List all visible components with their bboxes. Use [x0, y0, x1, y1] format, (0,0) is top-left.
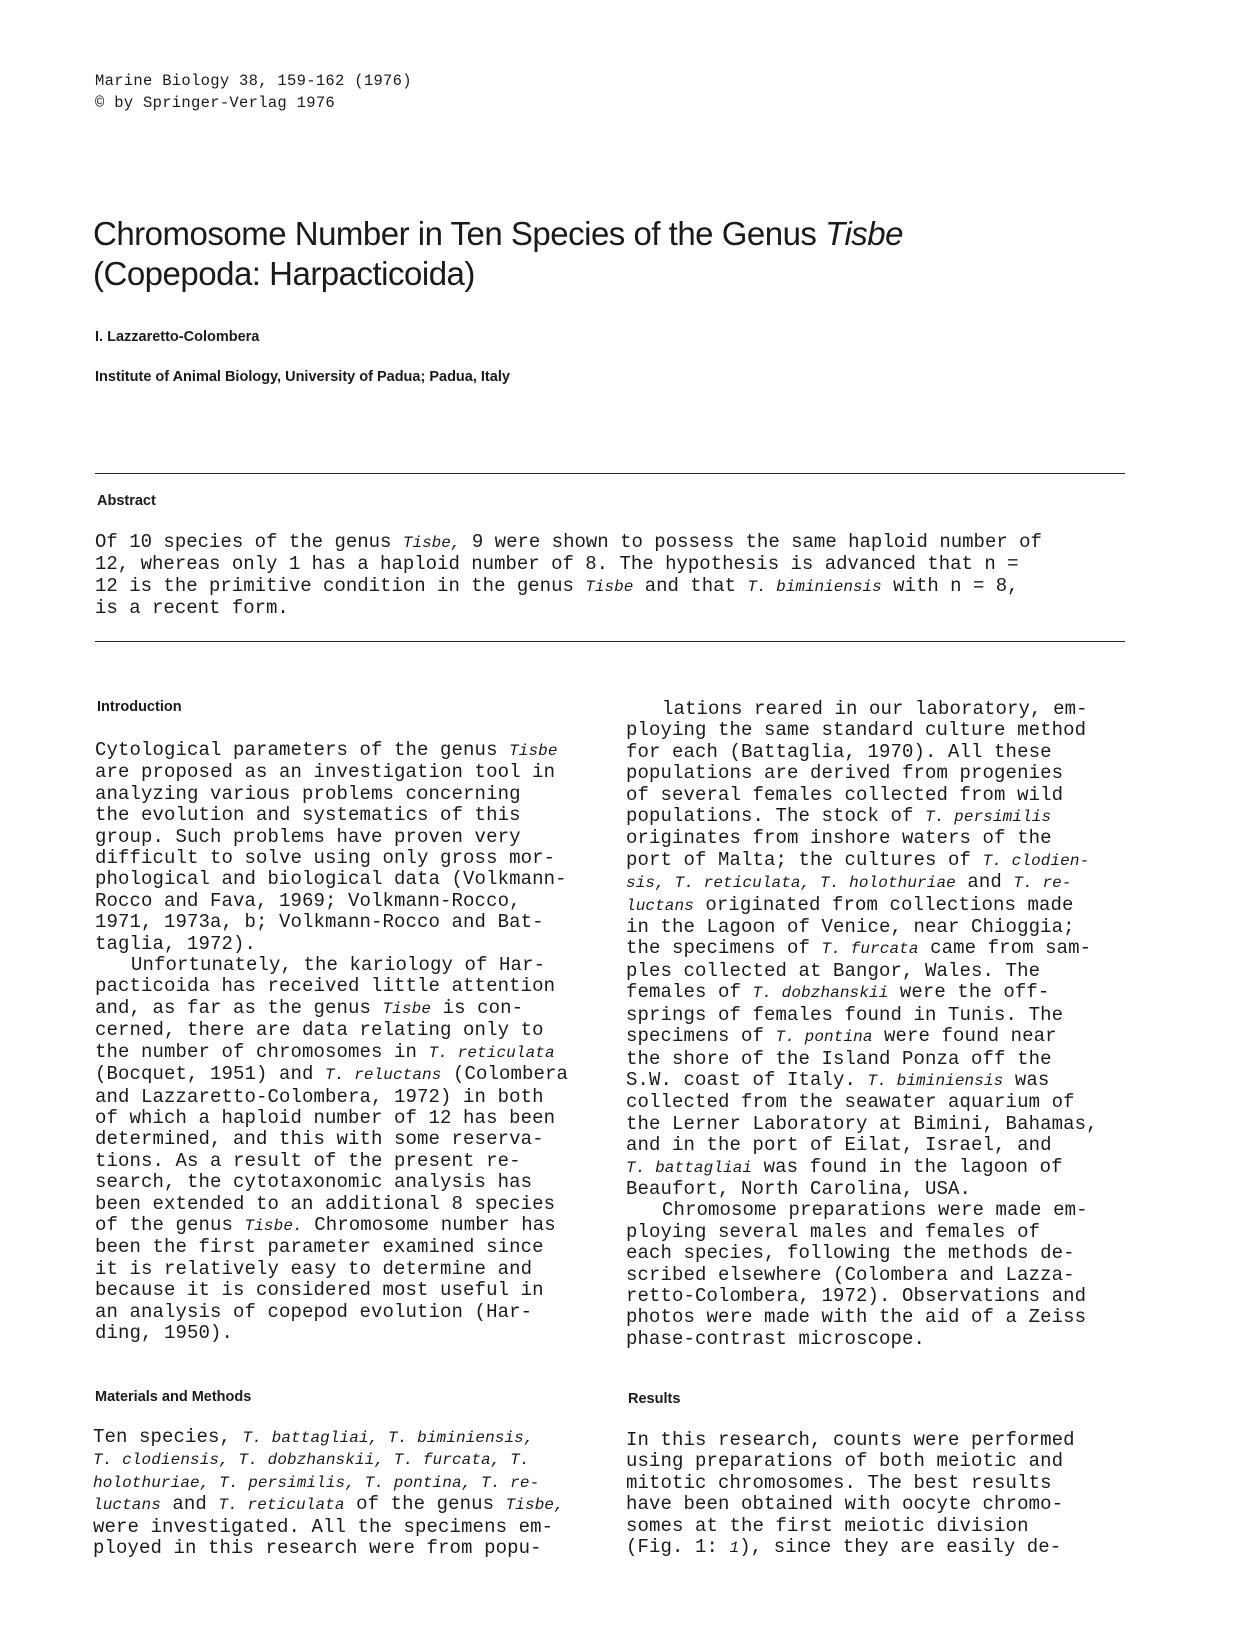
text-line: been the first parameter examined since [95, 1236, 544, 1259]
text-line: of which a haploid number of 12 has been [95, 1106, 556, 1129]
text-line: mitotic chromosomes. The best results [626, 1471, 1052, 1494]
author: I. Lazzaretto-Colombera [95, 329, 260, 345]
text-line: an analysis of copepod evolution (Har- [95, 1300, 533, 1323]
text-line: collected from the seawater aquarium of [626, 1091, 1075, 1114]
text-line: (Fig. 1: 1), since they are easily de- [626, 1536, 1062, 1559]
journal-citation: Marine Biology 38, 159-162 (1976) [95, 72, 412, 90]
text-line: analyzing various problems concerning [95, 782, 521, 805]
divider-top [95, 473, 1125, 474]
text-line: and in the port of Eilat, Israel, and [626, 1134, 1052, 1157]
title-line-2: (Copepoda: Harpacticoida) [93, 255, 475, 292]
text-line: Rocco and Fava, 1969; Volkmann-Rocco, [95, 889, 521, 912]
text-line: the specimens of T. furcata came from sam- [626, 937, 1092, 960]
copyright-line: © by Springer-Verlag 1976 [95, 94, 336, 112]
text-line: Beaufort, North Carolina, USA. [626, 1177, 972, 1200]
title-genus: Tisbe [825, 215, 904, 252]
text-line: springs of females found in Tunis. The [626, 1003, 1064, 1026]
affiliation: Institute of Animal Biology, University of Padua; Padua, Italy [95, 369, 510, 385]
methods-body [93, 1427, 564, 1559]
text-line: cerned, there are data relating only to [95, 1019, 544, 1042]
results-body [626, 1430, 1075, 1559]
text-line: females of T. dobzhanskii were the off- [626, 981, 1050, 1004]
text-line: specimens of T. pontina were found near [626, 1025, 1057, 1048]
text-line: somes at the first meiotic division [626, 1514, 1029, 1537]
text-line: populations are derived from progenies [626, 762, 1064, 785]
text-line: and Lazzaretto-Colombera, 1972) in both [95, 1085, 544, 1108]
text-line: of several females collected from wild [626, 783, 1064, 806]
text-line: been extended to an additional 8 species [95, 1192, 556, 1215]
results-heading: Results [628, 1391, 681, 1407]
text-line: sis, T. reticulata, T. holothuriae and T. re- [626, 871, 1072, 894]
text-line: are proposed as an investigation tool in [95, 761, 556, 784]
text-line: of the genus Tisbe. Chromosome number has [95, 1213, 556, 1236]
text-line: In this research, counts were performed [626, 1429, 1075, 1451]
text-line: taglia, 1972). [95, 932, 257, 955]
title-line-1 [93, 214, 903, 254]
text-line: for each (Battaglia, 1970). All these [626, 740, 1052, 763]
text-line: each species, following the methods de- [626, 1242, 1075, 1265]
text-line: ploying several males and females of [626, 1220, 1041, 1243]
text-line: luctans and T. reticulata of the genus Tisbe, [93, 1493, 564, 1516]
introduction-heading: Introduction [97, 699, 182, 715]
text-line: ploying the same standard culture method [626, 719, 1087, 742]
text-line: populations. The stock of T. persimilis [626, 805, 1052, 828]
text-line: Ten species, T. battagliai, T. biminiensis, [93, 1426, 534, 1448]
abstract-line: 12, whereas only 1 has a haploid number of 8. The hypothesis is advanced that n = [95, 553, 1019, 576]
abstract-body [95, 532, 1042, 620]
abstract-line: Of 10 species of the genus Tisbe, 9 were shown to possess the same haploid number of [95, 531, 1042, 553]
divider-bottom [95, 641, 1125, 642]
text-line: the shore of the Island Ponza off the [626, 1047, 1052, 1070]
text-line: originates from inshore waters of the [626, 827, 1052, 850]
text-line: using preparations of both meiotic and [626, 1450, 1064, 1473]
text-line: phological and biological data (Volkmann- [95, 868, 567, 891]
text-line: retto-Colombera, 1972). Observations and [626, 1284, 1087, 1307]
right-column-body [626, 699, 1098, 1350]
text-line: lations reared in our laboratory, em- [662, 698, 1088, 720]
text-line: the number of chromosomes in T. reticulata [95, 1040, 555, 1063]
text-line: it is relatively easy to determine and [95, 1257, 533, 1280]
text-line: luctans originated from collections made [626, 893, 1074, 916]
text-line: T. clodiensis, T. dobzhanskii, T. furcata, T. [93, 1451, 530, 1470]
introduction-body [95, 740, 568, 1344]
text-line: S.W. coast of Italy. T. biminiensis was [626, 1068, 1050, 1091]
paper-title [93, 214, 903, 294]
methods-heading: Materials and Methods [95, 1389, 252, 1405]
text-line: port of Malta; the cultures of T. clodien- [626, 848, 1090, 871]
text-line: scribed elsewhere (Colombera and Lazza- [626, 1263, 1075, 1286]
text-line: Unfortunately, the kariology of Har- [131, 954, 546, 977]
text-line: because it is considered most useful in [95, 1279, 544, 1302]
text-line: search, the cytotaxonomic analysis has [95, 1171, 533, 1194]
text-line: pacticoida has received little attention [95, 975, 556, 998]
abstract-line: is a recent form. [95, 597, 289, 620]
text-line: ding, 1950). [95, 1321, 234, 1344]
text-line: Chromosome preparations were made em- [662, 1199, 1088, 1222]
text-line: (Bocquet, 1951) and T. reluctans (Colombera [95, 1063, 568, 1086]
abstract-line: 12 is the primitive condition in the genus Tisbe and that T. biminiensis with n = 8, [95, 574, 1019, 597]
title-text: Chromosome Number in Ten Species of the Genus [93, 215, 826, 252]
text-line: in the Lagoon of Venice, near Chioggia; [626, 916, 1075, 939]
text-line: difficult to solve using only gross mor- [95, 847, 556, 870]
text-line: have been obtained with oocyte chromo- [626, 1493, 1064, 1516]
text-line: ployed in this research were from popu- [93, 1537, 542, 1560]
text-line: phase-contrast microscope. [626, 1327, 926, 1350]
text-line: were investigated. All the specimens em- [93, 1515, 554, 1538]
text-line: 1971, 1973a, b; Volkmann-Rocco and Bat- [95, 911, 544, 934]
text-line: group. Such problems have proven very [95, 825, 521, 848]
abstract-heading: Abstract [97, 493, 156, 509]
text-line: holothuriae, T. persimilis, T. pontina, T. re- [93, 1473, 540, 1492]
text-line: tions. As a result of the present re- [95, 1149, 521, 1172]
text-line: determined, and this with some reserva- [95, 1128, 544, 1151]
text-line: the evolution and systematics of this [95, 804, 521, 827]
text-line: ples collected at Bangor, Wales. The [626, 959, 1041, 982]
text-line: Cytological parameters of the genus Tisbe [95, 739, 558, 761]
text-line: and, as far as the genus Tisbe is con- [95, 996, 524, 1019]
text-line: the Lerner Laboratory at Bimini, Bahamas, [626, 1112, 1098, 1135]
text-line: photos were made with the aid of a Zeiss [626, 1306, 1087, 1329]
text-line: T. battagliai was found in the lagoon of [626, 1155, 1063, 1178]
